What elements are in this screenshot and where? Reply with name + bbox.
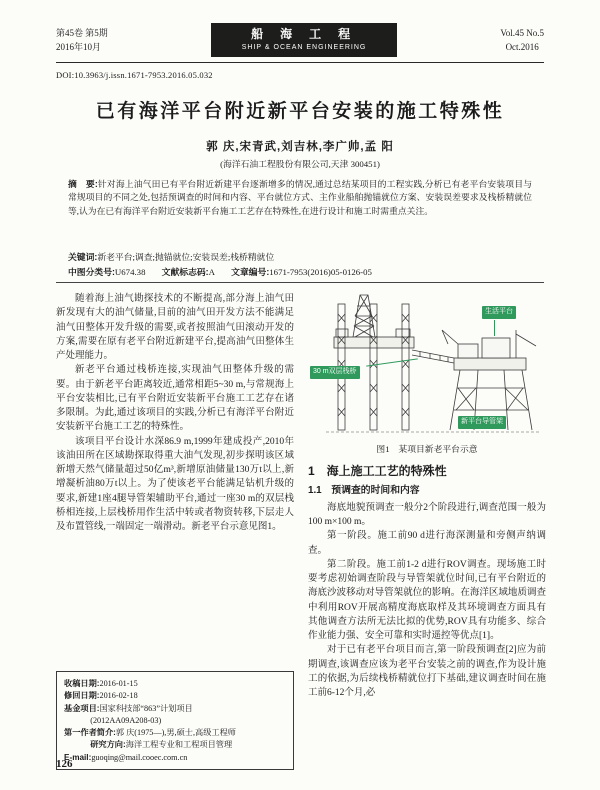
body-paragraph: 第二阶段。施工前1-2 d进行ROV调查。现场施工时要考虑初始调查阶段与导管架就位时间,已有平台附近的海底沙波移动对导管架就位的影响。在海洋区域地质调查中利用ROV开展高精度海底取样及其环境调查方面具有其他调查方法所无法比拟的优势,ROV具有功能多、综合作业能力强、安全可靠和实时遥控等优点[1]。 [308,559,546,642]
issue-date-cn: 2016年10月 [56,42,102,52]
footnote-box [56,671,294,770]
article-id-label: 文章编号: [231,267,270,277]
research-direction-value: 海洋工程专业和工程项目管理 [125,740,233,750]
right-column [308,292,546,774]
header-vol-info [500,26,544,55]
header-divider [56,62,544,63]
clc-value: U674.38 [114,267,146,277]
jacket-label: 新平台导管架 [458,416,506,429]
journal-title-en: SHIP & OCEAN ENGINEERING [241,43,367,51]
connecting-bridge [412,350,454,363]
fund-project-line [64,703,286,715]
issue-date-en: Oct.2016 [505,42,539,52]
fund-project-number: (2012AA09A208-03) [90,715,162,725]
section-1-1-heading: 1.1 预调查的时间和内容 [308,485,420,497]
figure-1 [308,292,546,440]
doi-line: DOI:10.3963/j.issn.1671-7953.2016.05.032 [56,70,213,80]
body-paragraph: 新老平台通过栈桥连接,实现油气田整体升级的需要。由于新老平台距离较近,通常相距5~30 m,与常规海上平台安装相比,已有平台附近安装新平台施工工艺存在诸多限制。为此,通过该项目的实践,分析已有海洋平台附近安装新平台施工工艺的特殊性。 [56,365,294,433]
section-1-heading: 1 海上施工工艺的特殊性 [308,464,447,479]
body-paragraph: 随着海上油气勘探技术的不断提高,部分海上油气田新发现有大的油气储量,目前的油气田开发方法不能满足油气田整体开发升级的需要,或者按照油气田滚动开发的方案,需要在原有老平台附近新建平台,提高油气田整体生产处理能力。 [56,294,294,361]
abstract-block [68,178,532,218]
page-title: 已有海洋平台附近新平台安装的施工特殊性 [95,101,505,122]
body-paragraph: 该项目平台设计水深86.9 m,1999年建成投产,2010年该油田所在区域勘探取得重大油气发现,初步探明该区域新增天然气储量超过50亿m³,新增原油储量130万t以上,新增凝析油80万t以上。为了使该老平台能满足钻机升级的要求,新建1座4腿导管架辅助平台,通过一座30 m的双层栈桥相连接,上层栈桥用作生活中转或者物资转移,下层走人及布置管线,一端固定一端滑动。新老平台示意见图1。 [56,436,294,532]
revised-date-line [64,690,286,702]
front-matter-divider [56,282,544,283]
doc-code-value: A [208,267,215,277]
body-paragraph: 对于已有老平台项目而言,第一阶段预调查[2]应为前期调查,该调查应该为老平台安装之前的调查,作为设计施工的依据,为后续栈桥精就位打下基础,建议调查时间在施工前6-12个月,必 [308,645,546,699]
journal-header [56,22,544,58]
received-date-value: 2016-01-15 [99,678,138,688]
doc-code-item [162,267,215,277]
first-author-label: 第一作者简介: [64,728,116,738]
journal-title-cn: 船 海 工 程 [251,26,358,41]
research-direction-line [64,739,286,751]
email-value: guoqing@mail.cooec.com.cn [91,752,188,762]
keywords-label: 关键词: [68,252,98,262]
figure-1-caption: 图1 某项目新老平台示意 [376,444,478,454]
left-column [56,292,294,770]
revised-date-value: 2016-02-18 [99,691,138,701]
clc-item [68,267,145,277]
keywords-line [68,250,532,263]
affiliation-line: (海洋石油工程股份有限公司,天津 300451) [220,159,380,169]
first-author-line [64,727,286,739]
header-issue-info [56,26,108,55]
fund-project-label: 基金项目: [64,703,100,713]
volume-issue: 第45卷 第5期 [56,27,108,38]
classification-line [68,265,532,278]
volume-number-en: Vol.45 No.5 [500,27,544,38]
email-label: E-mail: [64,752,92,762]
fund-project-number-line [64,715,286,727]
article-id-item [231,267,372,277]
journal-title-box [211,23,397,57]
research-direction-label: 研究方向: [90,740,126,750]
first-author-value: 郭 庆(1975—),男,硕士,高级工程师 [115,728,236,738]
doc-code-label: 文献标志码: [161,267,209,277]
living-quarters-label: 生活平台 [482,306,516,319]
received-date-line [64,678,286,690]
body-paragraph: 第一阶段。施工前90 d进行海深测量和旁侧声纳调查。 [308,531,546,556]
article-id-value: 1671-7953(2016)05-0126-05 [269,267,372,277]
abstract-text: 针对海上油气田已有平台附近新建平台逐渐增多的情况,通过总结某项目的工程实践,分析已有老平台安装项目与常规项目的不同之处,包括预调查的时间和内容、平台就位方式、主作业船舶抛锚就位方案、安装误差要求及栈桥精就位等,认为在已有海洋平台附近安装新平台施工工艺存在特殊性,在进行设计和施工时需重点关注。 [68,179,532,216]
email-line [64,752,286,764]
keywords-text: 新老平台;调查;抛锚就位;安装误差;栈桥精就位 [97,252,275,262]
bridge-label: 30 m双层栈桥 [310,366,360,379]
authors-line: 郭 庆,宋青武,刘吉林,李广帅,孟 阳 [206,141,394,153]
fund-project-value: 国家科技部“863”计划项目 [99,703,193,713]
label-leader-line [494,320,495,336]
abstract-label: 摘 要: [68,179,98,189]
received-date-label: 收稿日期: [64,678,100,688]
old-platform-topside [442,330,536,370]
revised-date-label: 修回日期: [64,691,100,701]
page-number: 126 [56,758,73,770]
clc-label: 中图分类号: [68,267,115,277]
body-paragraph: 海底地貌预调查一般分2个阶段进行,调查范围一般为100 m×100 m。 [308,502,546,528]
